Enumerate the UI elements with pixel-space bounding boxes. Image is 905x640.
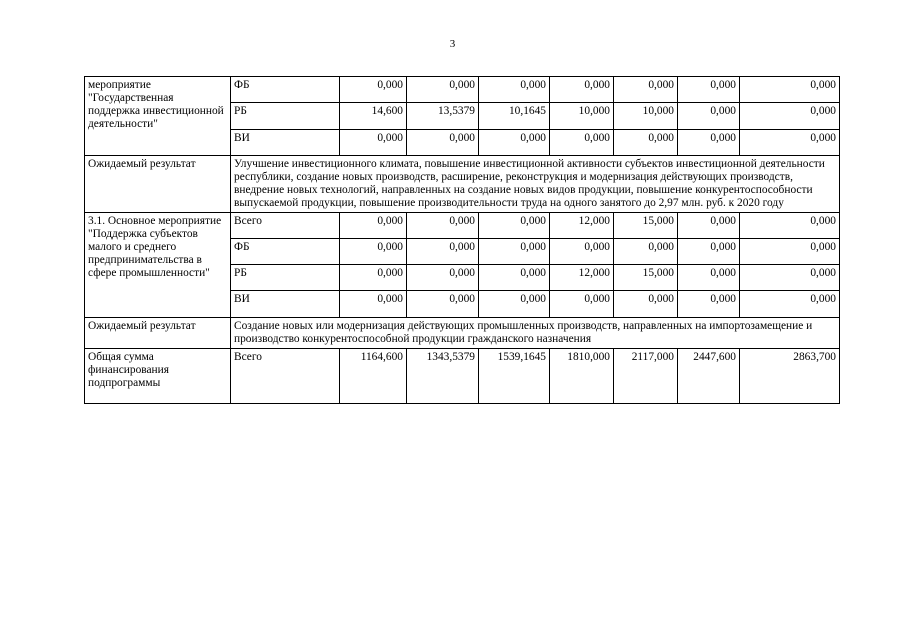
amount-cell: 10,1645	[479, 103, 550, 130]
amount-cell: 0,000	[479, 265, 550, 291]
amount-cell: 0,000	[740, 265, 840, 291]
amount-cell: 0,000	[479, 239, 550, 265]
total-amount-cell: 1343,5379	[407, 349, 479, 404]
expected-result-row	[85, 156, 840, 213]
amount-cell: 0,000	[678, 213, 740, 239]
amount-cell: 0,000	[614, 77, 678, 103]
amount-cell: 0,000	[740, 239, 840, 265]
amount-cell: 0,000	[340, 239, 407, 265]
amount-cell: 10,000	[614, 103, 678, 130]
funding-source: ВИ	[231, 130, 340, 156]
amount-cell: 13,5379	[407, 103, 479, 130]
total-amount-cell: 2447,600	[678, 349, 740, 404]
page-number: 3	[449, 38, 456, 50]
amount-cell: 0,000	[479, 213, 550, 239]
amount-cell: 0,000	[550, 291, 614, 318]
amount-cell: 0,000	[407, 213, 479, 239]
amount-cell: 0,000	[407, 291, 479, 318]
amount-cell: 0,000	[678, 130, 740, 156]
funding-source: Всего	[231, 213, 340, 239]
amount-cell: 0,000	[614, 130, 678, 156]
amount-cell: 0,000	[407, 77, 479, 103]
expected-result-label: Ожидаемый результат	[85, 156, 231, 213]
amount-cell: 0,000	[479, 130, 550, 156]
amount-cell: 0,000	[678, 265, 740, 291]
amount-cell: 0,000	[340, 77, 407, 103]
amount-cell: 0,000	[407, 130, 479, 156]
total-amount-cell: 2117,000	[614, 349, 678, 404]
amount-cell: 15,000	[614, 265, 678, 291]
funding-source: ФБ	[231, 239, 340, 265]
total-amount-cell: 1539,1645	[479, 349, 550, 404]
total-amount-cell: 2863,700	[740, 349, 840, 404]
amount-cell: 10,000	[550, 103, 614, 130]
amount-cell: 0,000	[479, 77, 550, 103]
expected-result-text: Улучшение инвестиционного климата, повышение инвестиционной активности субъектов инвестиционной деятельности республики, создание новых производств, расширение, реконструкция и модернизация действующих производств, внедрение новых технологий, направленных на создание новых видов продукции, повышение конкурентоспособности выпускаемой продукции, повышение производительности труда на одного занятого до 2,97 млн. руб. к 2020 году	[231, 156, 840, 213]
table-row	[85, 77, 840, 103]
amount-cell: 12,000	[550, 265, 614, 291]
amount-cell: 0,000	[740, 213, 840, 239]
funding-source: РБ	[231, 103, 340, 130]
amount-cell: 0,000	[678, 291, 740, 318]
funding-source: РБ	[231, 265, 340, 291]
measure-label: мероприятие "Государственная поддержка инвестиционной деятельности"	[85, 77, 231, 156]
expected-result-label: Ожидаемый результат	[85, 318, 231, 349]
amount-cell: 0,000	[407, 265, 479, 291]
amount-cell: 0,000	[340, 130, 407, 156]
table-row	[85, 213, 840, 239]
amount-cell: 0,000	[550, 77, 614, 103]
amount-cell: 0,000	[550, 130, 614, 156]
amount-cell: 0,000	[340, 213, 407, 239]
amount-cell: 0,000	[340, 265, 407, 291]
amount-cell: 0,000	[614, 239, 678, 265]
amount-cell: 0,000	[407, 239, 479, 265]
measure-label: 3.1. Основное мероприятие "Поддержка субъектов малого и среднего предпринимательства в сфере промышленности"	[85, 213, 231, 318]
funding-source: ВИ	[231, 291, 340, 318]
amount-cell: 0,000	[740, 130, 840, 156]
amount-cell: 0,000	[550, 239, 614, 265]
amount-cell: 14,600	[340, 103, 407, 130]
amount-cell: 0,000	[678, 103, 740, 130]
expected-result-row	[85, 318, 840, 349]
amount-cell: 0,000	[678, 239, 740, 265]
total-amount-cell: 1810,000	[550, 349, 614, 404]
total-label: Общая сумма финансирования подпрограммы	[85, 349, 231, 404]
amount-cell: 0,000	[740, 103, 840, 130]
expected-result-text: Создание новых или модернизация действующих промышленных производств, направленных на импортозамещение и производство конкурентоспособной продукции гражданского назначения	[231, 318, 840, 349]
amount-cell: 0,000	[678, 77, 740, 103]
total-row	[85, 349, 840, 404]
amount-cell: 0,000	[479, 291, 550, 318]
amount-cell: 15,000	[614, 213, 678, 239]
amount-cell: 12,000	[550, 213, 614, 239]
amount-cell: 0,000	[340, 291, 407, 318]
amount-cell: 0,000	[614, 291, 678, 318]
funding-source: Всего	[231, 349, 340, 404]
total-amount-cell: 1164,600	[340, 349, 407, 404]
amount-cell: 0,000	[740, 291, 840, 318]
financing-table	[84, 76, 840, 404]
funding-source: ФБ	[231, 77, 340, 103]
amount-cell: 0,000	[740, 77, 840, 103]
